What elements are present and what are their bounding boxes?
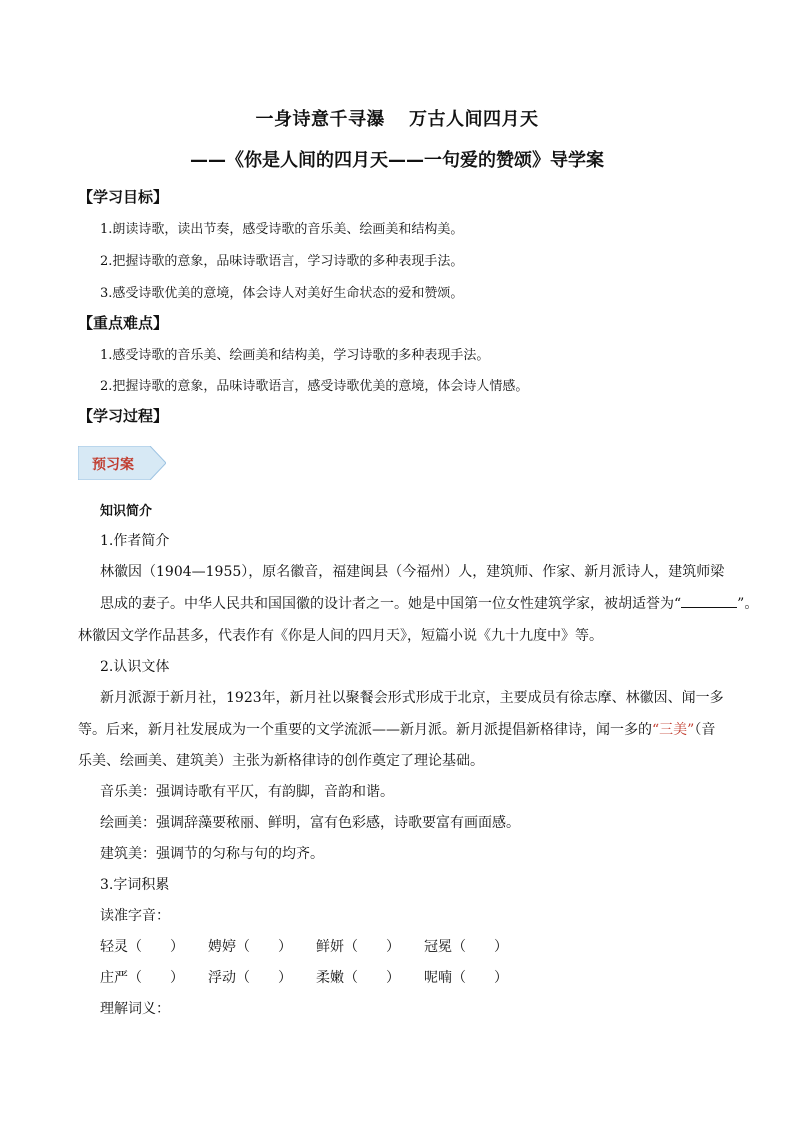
pinyin-item[interactable]: 娉婷（ ）: [208, 939, 292, 955]
pinyin-row-2: [100, 967, 532, 987]
goal-item-3: 3.感受诗歌优美的意境，体会诗人对美好生命状态的爱和赞颂。: [100, 286, 464, 301]
pinyin-item[interactable]: 鲜妍（ ）: [316, 939, 400, 955]
knowledge-heading: 知识简介: [100, 504, 153, 519]
section-heading-process: 【学习过程】: [78, 407, 169, 425]
title-part1: 一身诗意千寻瀑: [255, 109, 385, 130]
music-beauty: 音乐美：强调诗歌有平仄，有韵脚，音韵和谐。: [100, 784, 394, 800]
author-text-line3: 林徽因文学作品甚多，代表作有《你是人间的四月天》，短篇小说《九十九度中》等。: [78, 628, 603, 644]
genre-line2-end: （音: [694, 722, 716, 738]
pinyin-item[interactable]: 浮动（ ）: [208, 970, 292, 986]
read-pronunciation-heading: 读准字音：: [100, 908, 170, 924]
section-heading-goals: 【学习目标】: [78, 188, 169, 206]
page-title: [0, 105, 794, 131]
preview-badge: [78, 446, 166, 480]
pinyin-item[interactable]: 庄严（ ）: [100, 970, 184, 986]
pinyin-item[interactable]: 柔嫩（ ）: [316, 970, 400, 986]
author-text-line2: [100, 593, 758, 613]
architecture-beauty: 建筑美：强调节的匀称与句的均齐。: [100, 846, 324, 862]
painting-beauty: 绘画美：强调辞藻要秾丽、鲜明，富有色彩感，诗歌要富有画面感。: [100, 815, 520, 831]
genre-heading: 2.认识文体: [100, 659, 170, 675]
genre-text-line1: 新月派源于新月社，1923年，新月社以聚餐会形式形成于北京，主要成员有徐志摩、林徽因、闻一多: [100, 690, 724, 706]
author-line2-text: 思成的妻子。中华人民共和国国徽的设计者之一。她是中国第一位女性建筑学家，被胡适誉为“: [100, 596, 682, 612]
goal-item-1: 1.朗读诗歌，读出节奏，感受诗歌的音乐美、绘画美和结构美。: [100, 222, 464, 237]
pinyin-item[interactable]: 冠冕（ ）: [424, 939, 508, 955]
key-item-2: 2.把握诗歌的意象，品味诗歌语言，感受诗歌优美的意境，体会诗人情感。: [100, 379, 529, 394]
pinyin-row-1: [100, 936, 532, 956]
author-heading: 1.作者简介: [100, 533, 170, 549]
title-part2: 万古人间四月天: [409, 109, 539, 130]
section-heading-key: 【重点难点】: [78, 314, 169, 332]
genre-line2-text: 等。后来，新月社发展成为一个重要的文学流派——新月派。新月派提倡新格律诗，闻一多的: [78, 722, 652, 738]
author-text-line1: 林徽因（1904—1955），原名徽音，福建闽县（今福州）人，建筑师、作家、新月派诗人，建筑师梁: [100, 564, 725, 580]
page-subtitle: ——《你是人间的四月天——一句爱的赞颂》导学案: [190, 150, 604, 171]
genre-text-line2: [78, 719, 715, 739]
three-beauties-highlight: “三美”: [652, 722, 695, 738]
fill-blank[interactable]: [681, 595, 737, 608]
understand-meaning-heading: 理解词义：: [100, 1001, 170, 1017]
genre-text-line3: 乐美、绘画美、建筑美）主张为新格律诗的创作奠定了理论基础。: [78, 753, 484, 769]
goal-item-2: 2.把握诗歌的意象，品味诗歌语言，学习诗歌的多种表现手法。: [100, 254, 464, 269]
pinyin-item[interactable]: 呢喃（ ）: [424, 970, 508, 986]
author-line2-end: ”。: [737, 596, 759, 612]
words-heading: 3.字词积累: [100, 877, 170, 893]
preview-badge-label: 预习案: [92, 457, 134, 473]
pinyin-item[interactable]: 轻灵（ ）: [100, 939, 184, 955]
key-item-1: 1.感受诗歌的音乐美、绘画美和结构美，学习诗歌的多种表现手法。: [100, 348, 490, 363]
